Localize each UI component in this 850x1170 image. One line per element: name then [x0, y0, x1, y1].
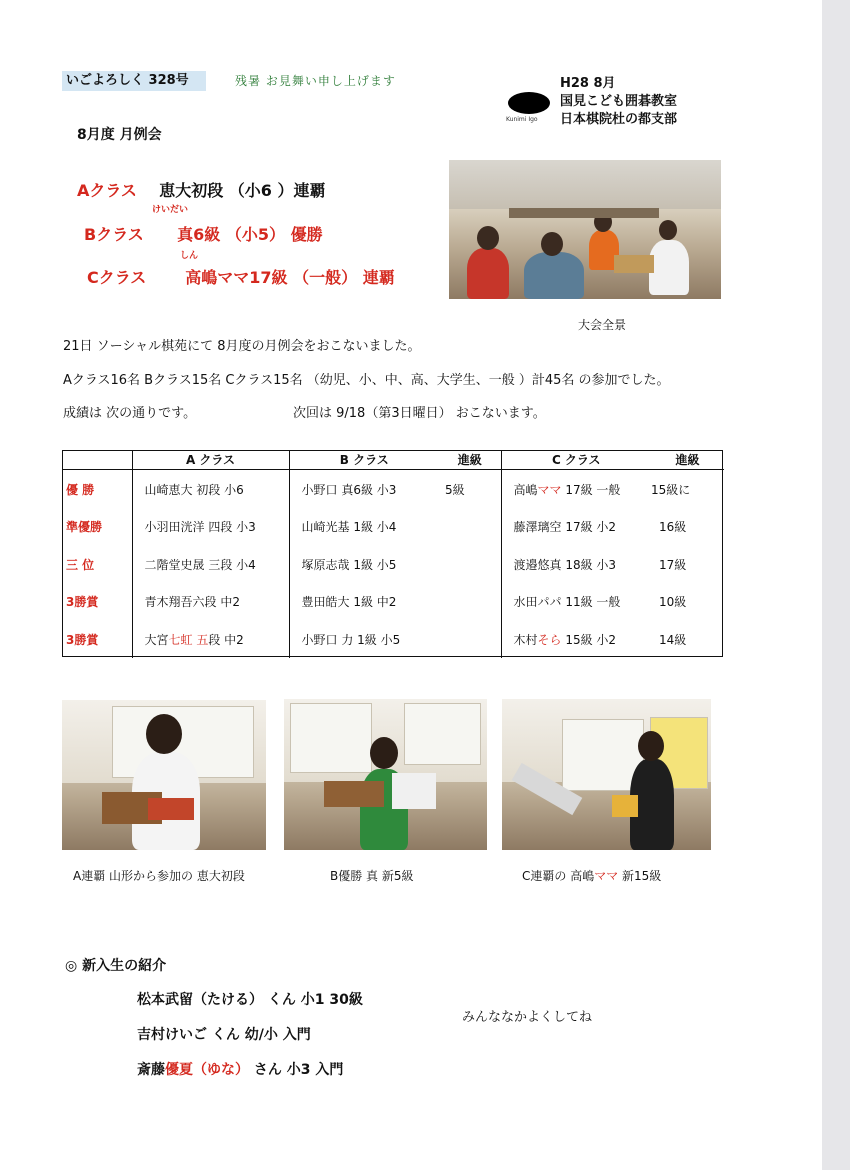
b-class-cell: 塚原志哉 1級 小5 [289, 545, 439, 583]
a-class-detail: 段 中2 [208, 632, 244, 647]
newcomer-detail: さん 小3 入門 [249, 1062, 344, 1078]
table-row [62, 470, 724, 508]
b-class-cell: 小野口 真6級 小3 [289, 470, 439, 508]
rank-label: 優 勝 [66, 482, 95, 497]
welcome-message: みんななかよくしてね [462, 1010, 593, 1025]
c-promotion-cell: 14級 [659, 632, 687, 647]
champion-b [84, 222, 323, 245]
c-photo-caption-text: C連覇の 高嶋 [522, 869, 595, 883]
rank-label: 3勝賞 [66, 632, 99, 647]
a-class-name: 大宮 [144, 632, 169, 647]
newcomer-item [137, 1024, 311, 1044]
b-photo-caption: B優勝 真 新5級 [330, 869, 414, 883]
a-class-cell: 二階堂史晟 三段 小4 [132, 545, 289, 583]
rank-label: 三 位 [66, 557, 95, 572]
report-line-3: 成績は 次の通りです。 [63, 406, 197, 421]
page-title: 8月度 月例会 [77, 127, 162, 143]
c-class-detail: 17級 一般 [561, 482, 621, 497]
newcomer-text: 吉村けいご くん 幼/小 入門 [137, 1027, 311, 1043]
c-promotion-cell: 16級 [659, 520, 687, 535]
c-class-winner-photo [502, 699, 711, 850]
c-promotion-cell: 10級 [659, 595, 687, 610]
club-logo-icon [508, 92, 550, 114]
b-promotion-cell: 5級 [445, 482, 465, 497]
club-logo-text: Kunimi Igo [506, 116, 538, 123]
b-promotion-cell [439, 545, 501, 583]
c-photo-caption [522, 867, 661, 884]
a-class-cell: 青木翔吾六段 中2 [132, 583, 289, 621]
c-class-name: 木村 [513, 632, 538, 647]
greeting-text: 残暑 お見舞い申し上げます [235, 74, 396, 88]
newsletter-issue-tag: いごよろしく 328号 [62, 71, 206, 91]
table-header-b-promotion: 進級 [439, 450, 501, 470]
champion-b-name: 真6級 [177, 225, 221, 244]
rank-label: 準優勝 [66, 520, 103, 535]
b-class-cell: 豊田皓大 1級 中2 [289, 583, 439, 621]
c-class-cell [501, 470, 651, 508]
c-class-name-highlight: そら [537, 632, 562, 647]
champion-a [77, 178, 326, 201]
champion-b-rest: （小5） 優勝 [225, 225, 323, 244]
newcomer-item [137, 1059, 343, 1079]
newcomer-name-highlight: 優夏（ゆな） [165, 1062, 249, 1078]
champion-c-rest: （一般） 連覇 [293, 268, 395, 287]
c-promotion-cell: 17級 [659, 557, 687, 572]
a-class-cell [132, 620, 289, 658]
c-class-cell: 渡邉悠真 18級 小3 [501, 545, 651, 583]
c-class-detail: 15級 小2 [561, 632, 617, 647]
c-photo-caption-highlight: ママ [594, 869, 619, 883]
report-line-1: 21日 ソーシャル棋苑にて 8月度の月例会をおこないました。 [63, 339, 421, 354]
table-header-rank [62, 450, 132, 470]
report-line-2: Aクラス16名 Bクラス15名 Cクラス15名 （幼児、小、中、高、大学生、一般 ）計45名 の参加でした。 [63, 373, 670, 388]
table-row [62, 508, 724, 546]
rank-label: 3勝賞 [66, 595, 99, 610]
champion-c-ruby: しん [180, 251, 199, 261]
a-class-name-highlight: 七虹 五 [168, 632, 209, 647]
champion-a-class: Aクラス [77, 181, 137, 200]
newcomer-item [137, 989, 363, 1009]
table-row [62, 583, 724, 621]
a-class-cell: 山崎恵大 初段 小6 [132, 470, 289, 508]
c-class-cell: 水田パパ 11級 一般 [501, 583, 651, 621]
top-photo-caption: 大会全景 [578, 318, 627, 332]
b-promotion-cell [439, 508, 501, 546]
c-promotion-cell: 15級に [651, 482, 691, 497]
table-header-row [62, 450, 724, 470]
next-event-line: 次回は 9/18（第3日曜日） おこないます。 [293, 406, 546, 421]
tournament-overview-photo [449, 160, 721, 299]
table-header-c-promotion: 進級 [651, 450, 724, 470]
c-photo-caption-rank: 新15級 [618, 869, 662, 883]
champion-c-name: 高嶋ママ17級 [185, 268, 288, 287]
c-class-cell [501, 620, 651, 658]
table-row [62, 545, 724, 583]
newcomer-text: 斎藤 [137, 1062, 165, 1078]
champion-c [87, 265, 395, 288]
c-class-name: 高嶋 [513, 482, 538, 497]
a-class-cell: 小羽田洸洋 四段 小3 [132, 508, 289, 546]
table-header-c: C クラス [501, 450, 651, 470]
champion-b-class: Bクラス [84, 225, 144, 244]
champion-a-name: 恵大初段 [159, 181, 224, 200]
results-table [62, 450, 724, 658]
champion-a-rest: （小6 ）連覇 [228, 181, 326, 200]
table-row [62, 620, 724, 658]
champion-b-ruby: けいだい [152, 205, 189, 215]
newcomer-text: 松本武留（たける） くん 小1 30級 [137, 992, 363, 1008]
champion-c-class: Cクラス [87, 268, 147, 287]
b-promotion-cell [439, 620, 501, 658]
scan-edge [822, 0, 850, 1170]
club-name: 国見こども囲碁教室 [560, 94, 678, 109]
table-header-b: B クラス [289, 450, 439, 470]
b-class-winner-photo [284, 699, 487, 850]
c-class-cell: 藤澤璃空 17級 小2 [501, 508, 651, 546]
b-class-cell: 小野口 力 1級 小5 [289, 620, 439, 658]
c-class-name-highlight: ママ [537, 482, 562, 497]
a-class-winner-photo [62, 700, 266, 850]
newcomers-heading: ◎ 新入生の紹介 [65, 958, 167, 974]
club-branch: 日本棋院杜の都支部 [560, 112, 678, 127]
b-class-cell: 山崎光基 1級 小4 [289, 508, 439, 546]
a-photo-caption: A連覇 山形から参加の 恵大初段 [73, 869, 245, 883]
table-header-a: A クラス [132, 450, 289, 470]
issue-date: H28 8月 [560, 76, 616, 91]
b-promotion-cell [439, 583, 501, 621]
